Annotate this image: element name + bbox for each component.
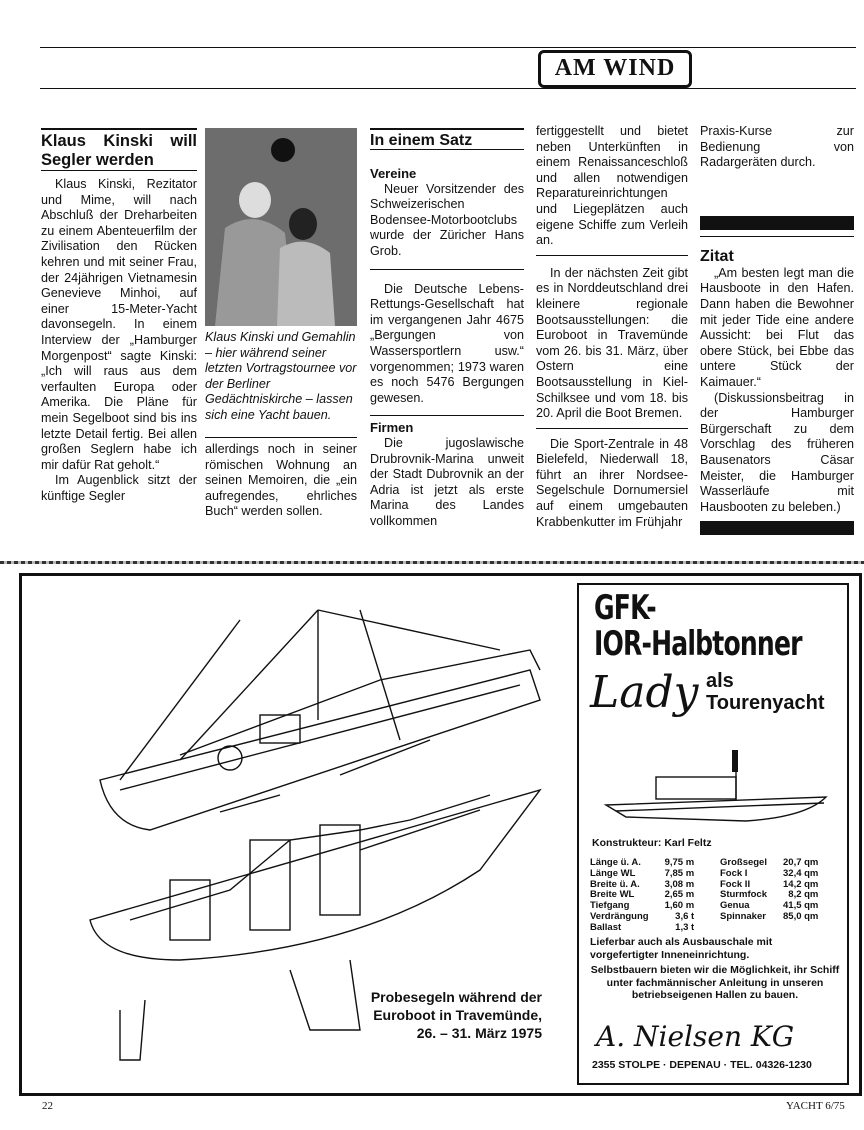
spec-value: 1,3 t [675, 921, 695, 933]
col3-title-rule [370, 149, 524, 150]
kinski-body2: Im Augenblick sitzt der künftige Segler [41, 473, 197, 503]
spec-value: 3,08 m [664, 878, 695, 890]
konstrukteur: Konstrukteur: Karl Feltz [592, 837, 712, 849]
spec-value: 2,65 m [664, 889, 695, 901]
satz-title: In einem Satz [370, 132, 473, 149]
ad-separator [0, 561, 864, 564]
col3-rule [370, 128, 524, 130]
divider-news-1 [536, 255, 688, 256]
ad-line1: GFK- [594, 588, 656, 628]
news-2: In der nächsten Zeit gibt es in Norddeutschland drei kleinere regionale Bootsausstellungen: die Euroboot in Travemünde vom 26. bis 31. März, über Ostern eine Bootsausstellung in Kiel-Schilksee und vom 18. bis 20. April die Boot Bremen. [536, 265, 688, 421]
top-rule [40, 47, 856, 48]
lieferbar-text: Lieferbar auch als Ausbauschale mit vorgefertigter Inneneinrichtung. [590, 936, 773, 961]
magazine-issue: YACHT 6/75 [786, 1100, 845, 1112]
spec-value: 7,85 m [664, 867, 695, 879]
vereine-heading: Vereine [370, 166, 417, 181]
spec-value: 1,60 m [664, 900, 695, 912]
nielsen-logo: A. Nielsen KG [596, 1020, 795, 1053]
spec-label: Fock II [720, 878, 751, 890]
spec-label: Spinnaker [720, 910, 766, 922]
specs-left [588, 858, 696, 934]
ad-headline [594, 590, 802, 662]
radar-text: Praxis-Kurse zur Bedienung von Radargeräten durch. [700, 124, 854, 170]
kinski-continued: allerdings noch in seiner römischen Wohnung an seinen Memoiren, die „ein aufregendes, ehrliches Buch“ werden sollen. [205, 442, 357, 519]
spec-label: Genua [720, 900, 750, 912]
col1-title-rule [41, 170, 197, 171]
spec-label: Breite ü. A. [590, 878, 640, 890]
zitat-thin-rule [700, 236, 854, 237]
ad-address: 2355 STOLPE · DEPENAU · TEL. 04326-1230 [592, 1059, 812, 1071]
news-1: fertiggestellt und bietet neben Unterkünften in einem Renaissanceschloß und allen notwendigen Reparatureinrichtungen und Liegeplätzen auch eigene Schiffe zum Verleih an. [536, 124, 688, 248]
ad-line2: IOR-Halbtonner [594, 624, 802, 664]
header-rule [40, 88, 856, 89]
page-number: 22 [42, 1100, 53, 1112]
news-column [536, 124, 688, 530]
spec-label: Verdrängung [590, 910, 649, 922]
photo-figures [205, 128, 357, 326]
spec-label: Länge ü. A. [590, 857, 641, 868]
kinski-article [41, 128, 197, 504]
spec-label: Sturmfock [720, 889, 767, 901]
spec-value: 14,2 qm [783, 878, 819, 890]
specs-right [718, 858, 820, 923]
yacht-silhouette [596, 745, 832, 833]
ad-touren: Tourenyacht [706, 692, 825, 714]
news-3: Die Sport-Zentrale in 48 Bielefeld, Niederwall 18, führt an ihrer Nordsee-Segelschule Dornumersiel auf einem umgebauten Krabbenkutter im Frühjahr [536, 436, 688, 529]
spec-value: 8,2 qm [788, 889, 819, 901]
kinski-photo [205, 128, 357, 326]
divider-news-2 [536, 428, 688, 429]
firmen-heading: Firmen [370, 420, 414, 436]
spec-label: Großsegel [720, 857, 767, 868]
caption-rule [205, 437, 357, 438]
col1-rule [41, 128, 197, 130]
vereine-2: Die Deutsche Lebens-Rettungs-Gesellschaft hat im vergangenen Jahr 4675 „Bergungen von Wassersportlern usw.“ vorgenommen; 1973 waren es noch 5476 Bergungen gewesen. [370, 281, 524, 405]
selbstbau-text: Selbstbauern bieten wir die Möglichkeit, ihr Schiff unter fachmännischer Anleitung in unseren betriebseigenen Hallen zu bauen. [590, 964, 840, 1001]
ad-als: als [706, 670, 734, 692]
spec-row [588, 923, 696, 934]
spec-label: Länge WL [590, 867, 636, 879]
satz-column [370, 128, 524, 529]
kinski-body: Klaus Kinski, Rezitator und Mime, will nach Abschluß der Dreharbeiten zu einem Abenteuerfilm der Zivilisation den Rücken kehren und mit seiner Frau, der 24jährigen Vietnamesin Genevieve Minhoi, auf einer 15-Meter-Yacht davonsegeln. In einem Interview der „Hamburger Morgenpost“ sagte Kinski: „Ich will raus aus dem verfaulten Europa oder Amerika. Die Pläne für mein Segelboot sind bis ins letzte Detail fertig. Bei allen großen Seglern habe ich mir dafür Rat geholt.“ [41, 177, 197, 472]
spec-label: Fock I [720, 867, 748, 879]
firmen-1: Die jugoslawische Drubrovnik-Marina unweit der Stadt Dubrovnik an der Adria ist jetzt als erste Marina des Landes vollkommen [370, 435, 524, 528]
spec-value: 3,6 t [675, 910, 695, 922]
spec-row [718, 869, 820, 880]
probesegeln-text: Probesegeln während der Euroboot in Travemünde, 26. – 31. März 1975 [370, 989, 542, 1041]
zitat-bottom-bar [700, 521, 854, 535]
spec-value: 32,4 qm [783, 867, 819, 879]
spec-value: 41,5 qm [783, 900, 819, 912]
ad-lady-script: Lady [590, 667, 699, 718]
kinski-title: Klaus Kinski will Segler werden [41, 132, 197, 169]
zitat-source: (Diskussionsbeitrag in der Hamburger Bürgerschaft zu dem Vorschlag des früheren Bausenators Cäsar Meister, die Hamburger Wasserläufe mit Hausbooten zu beleben.) [700, 390, 854, 514]
section-badge: AM WIND [538, 50, 692, 88]
ad-als-block [706, 670, 825, 714]
spec-row [588, 869, 696, 880]
spec-label: Tiefgang [590, 900, 630, 912]
spec-value: 9,75 m [664, 857, 695, 868]
spec-value: 20,7 qm [783, 857, 819, 868]
spec-label: Breite WL [590, 889, 635, 901]
spec-row [718, 912, 820, 923]
spec-label: Ballast [590, 921, 622, 933]
zitat-column [700, 124, 854, 535]
divider-vereine [370, 269, 524, 270]
zitat-text: „Am besten legt man die Hausboote in den Hafen. Dann haben die Bewohner mit jeder Tide eine andere Aussicht: bei Flut das obere Stück, bei Ebbe das untere Stück der Kaimauer.“ [700, 265, 854, 389]
zitat-bar [700, 216, 854, 230]
divider-firmen [370, 415, 524, 416]
vereine-1: Neuer Vorsitzender des Schweizerischen Bodensee-Motorbootclubs wurde der Züricher Hans Grob. [370, 181, 524, 258]
spec-value: 85,0 qm [783, 910, 819, 922]
photo-caption: Klaus Kinski und Gemahlin – hier während seiner letzten Vortragstournee vor der Berliner Gedächtniskirche – lassen sich eine Yacht bauen. [205, 330, 357, 422]
zitat-heading: Zitat [700, 247, 734, 265]
